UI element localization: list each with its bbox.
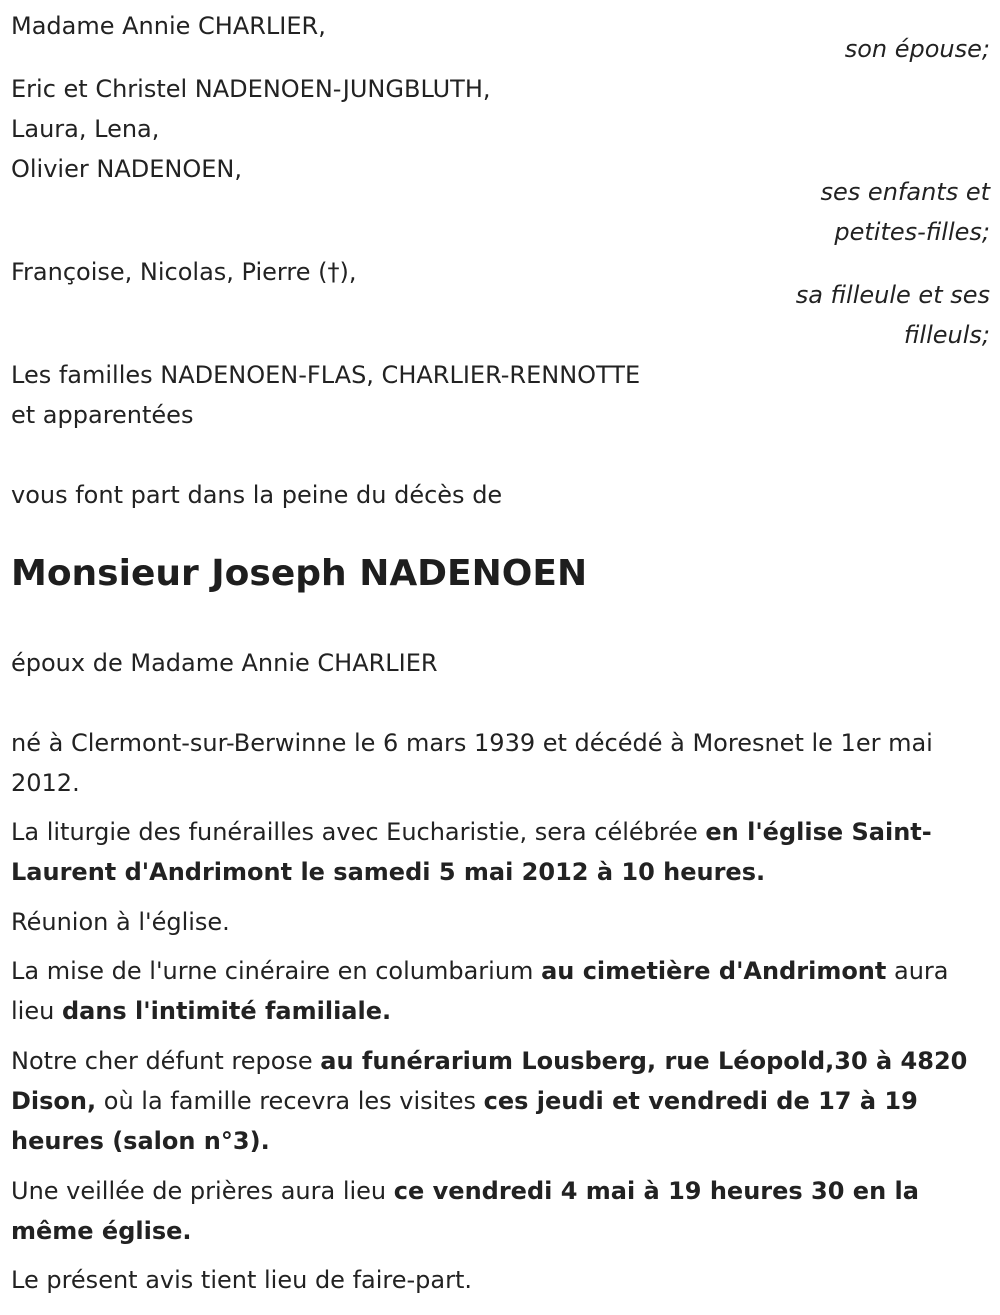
vigil-paragraph xyxy=(11,1171,991,1251)
families-line-2: et apparentées xyxy=(11,401,194,429)
spouse-name: Madame Annie CHARLIER, xyxy=(11,12,326,40)
birth-death: né à Clermont-sur-Berwinne le 6 mars 1939 et décédé à Moresnet le 1er mai 2012. xyxy=(11,729,933,797)
repose-location: au funérarium Lousberg, rue Léopold,30 à 4820 Dison, xyxy=(11,1047,968,1115)
liturgy-text: La liturgie des funérailles avec Eucharistie, sera célébrée xyxy=(11,818,706,846)
children-line-3: Olivier NADENOEN, xyxy=(11,155,242,183)
intro-text: vous font part dans la peine du décès de xyxy=(11,481,503,509)
closing-text: Le présent avis tient lieu de faire-part. xyxy=(11,1266,473,1294)
deceased-name: Monsieur Joseph NADENOEN xyxy=(11,553,588,594)
urn-paragraph xyxy=(11,951,991,1031)
repose-text-2: où la famille recevra les visites xyxy=(96,1087,484,1115)
spouse-role: son épouse; xyxy=(844,35,990,63)
liturgy-location: en l'église Saint-Laurent d'Andrimont le samedi 5 mai 2012 à 10 heures. xyxy=(11,818,932,886)
liturgy-paragraph xyxy=(11,812,991,892)
godchildren: Françoise, Nicolas, Pierre (†), xyxy=(11,258,357,286)
reunion-paragraph: Réunion à l'église. xyxy=(11,908,230,936)
children-role-line-2: petites-filles; xyxy=(834,218,990,246)
spouse-of: époux de Madame Annie CHARLIER xyxy=(11,649,438,677)
urn-text: La mise de l'urne cinéraire en columbarium xyxy=(11,957,542,985)
godchildren-role-line-2: filleuls; xyxy=(903,321,990,349)
urn-location: au cimetière d'Andrimont xyxy=(541,957,887,985)
godchildren-role-line-1: sa filleule et ses xyxy=(795,281,990,309)
children-line-2: Laura, Lena, xyxy=(11,115,160,143)
repose-paragraph xyxy=(11,1041,991,1161)
children-line-1: Eric et Christel NADENOEN-JUNGBLUTH, xyxy=(11,75,491,103)
families-line-1: Les familles NADENOEN-FLAS, CHARLIER-RENNOTTE xyxy=(11,361,641,389)
urn-text-2: aura lieu xyxy=(11,957,949,1025)
repose-hours: ces jeudi et vendredi de 17 à 19 heures (salon n°3). xyxy=(11,1087,918,1155)
urn-privacy: dans l'intimité familiale. xyxy=(61,997,392,1025)
vigil-text: Une veillée de prières aura lieu xyxy=(11,1177,394,1205)
vigil-time: ce vendredi 4 mai à 19 heures 30 en la même église. xyxy=(11,1177,919,1245)
children-role-line-1: ses enfants et xyxy=(820,178,990,206)
repose-text: Notre cher défunt repose xyxy=(11,1047,321,1075)
